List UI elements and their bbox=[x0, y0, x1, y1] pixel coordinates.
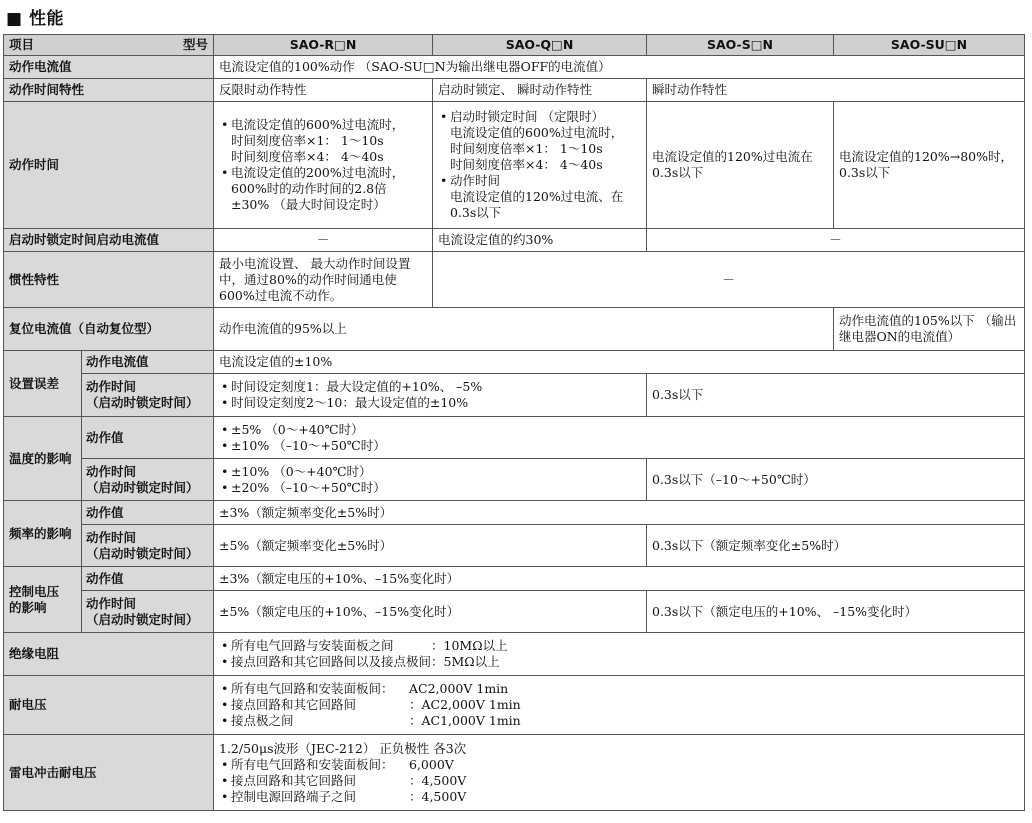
header-model: 型号 bbox=[182, 37, 208, 52]
cell-value bbox=[214, 633, 1025, 676]
row-voltage-2 bbox=[4, 591, 1025, 633]
cell-s: 0.3s以下（额定电压的+10%、 –15%变化时） bbox=[647, 591, 1025, 633]
row-label: 绝缘电阻 bbox=[4, 633, 214, 676]
sub-label: 动作电流值 bbox=[82, 351, 214, 374]
cell-value: ±3%（额定频率变化±5%时） bbox=[214, 501, 1025, 525]
row-label: 惯性特性 bbox=[4, 252, 214, 308]
cell-value bbox=[214, 417, 1025, 459]
cell-s: 0.3s以下 bbox=[647, 374, 1025, 417]
group-label: 设置误差 bbox=[4, 351, 82, 417]
sub-label: 动作值 bbox=[82, 567, 214, 591]
sub-label: 动作值 bbox=[82, 501, 214, 525]
cell-q bbox=[433, 102, 647, 229]
row-label: 动作时间特性 bbox=[4, 79, 214, 102]
group-label: 频率的影响 bbox=[4, 501, 82, 567]
row-inertia bbox=[4, 252, 1025, 308]
header-row bbox=[4, 35, 1025, 56]
cell-value: 电流设定值的100%动作 （SAO-SU□N为输出继电器OFF的电流值） bbox=[214, 56, 1025, 79]
cell-s: 0.3s以下（额定频率变化±5%时） bbox=[647, 525, 1025, 567]
sub-label: 动作时间 （启动时锁定时间） bbox=[82, 591, 214, 633]
cell-value bbox=[214, 676, 1025, 735]
header-col-q: SAO-Q□N bbox=[433, 35, 647, 56]
list-item: • 接点回路和其它回路间以及接点极间：5MΩ以上 bbox=[219, 654, 1019, 670]
cell-rest: － bbox=[433, 252, 1025, 308]
row-frequency-1 bbox=[4, 501, 1025, 525]
sub-label: 动作值 bbox=[82, 417, 214, 459]
list-item: • 所有电气回路与安装面板之间 ：10MΩ以上 bbox=[219, 638, 1019, 654]
cell-value bbox=[214, 459, 647, 501]
cell-value: 动作电流值的95%以上 bbox=[214, 308, 834, 351]
row-label: 启动时锁定时间启动电流值 bbox=[4, 229, 214, 252]
list-item: • 电流设定值的200%过电流时， 600%时的动作时间的2.8倍 ±30% （最大时间设定时） bbox=[219, 165, 427, 213]
list-item: • 启动时锁定时间 （定限时） 电流设定值的600%过电流时， 时间刻度倍率×1： 1～10s 时间刻度倍率×4： 4～40s bbox=[438, 109, 641, 173]
cell-value bbox=[214, 374, 647, 417]
header-col-su: SAO-SU□N bbox=[834, 35, 1025, 56]
cell-value: 电流设定值的±10% bbox=[214, 351, 1025, 374]
list-item: • ±20% （–10～+50℃时） bbox=[219, 480, 641, 496]
list-item: • ±5% （0～+40℃时） bbox=[219, 422, 1019, 438]
row-lock-current bbox=[4, 229, 1025, 252]
header-item: 项目 bbox=[9, 37, 35, 52]
row-lightning bbox=[4, 735, 1025, 811]
cell-r: 最小电流设置、 最大动作时间设置中，通过80%的动作时间通电使600%过电流不动作。 bbox=[214, 252, 433, 308]
sub-label: 动作时间 （启动时锁定时间） bbox=[82, 459, 214, 501]
list-item: • 接点回路和其它回路间 ：AC2,000V 1min bbox=[219, 697, 1019, 713]
list-item: • 接点极之间 ：AC1,000V 1min bbox=[219, 713, 1019, 729]
cell-su: 电流设定值的120%→80%时， 0.3s以下 bbox=[834, 102, 1025, 229]
row-label: 动作电流值 bbox=[4, 56, 214, 79]
row-label: 雷电冲击耐电压 bbox=[4, 735, 214, 811]
row-insulation bbox=[4, 633, 1025, 676]
list-item: • ±10% （0～+40℃时） bbox=[219, 464, 641, 480]
cell-su: 动作电流值的105%以下 （输出继电器ON的电流值） bbox=[834, 308, 1025, 351]
row-label: 耐电压 bbox=[4, 676, 214, 735]
cell-value: ±3%（额定电压的+10%、–15%变化时） bbox=[214, 567, 1025, 591]
cell-s: 瞬时动作特性 bbox=[647, 79, 1025, 102]
row-frequency-2 bbox=[4, 525, 1025, 567]
row-temperature-2 bbox=[4, 459, 1025, 501]
header-col-s: SAO-S□N bbox=[647, 35, 834, 56]
row-op-time-char bbox=[4, 79, 1025, 102]
row-reset bbox=[4, 308, 1025, 351]
cell-r: 反限时动作特性 bbox=[214, 79, 433, 102]
list-item: • 所有电气回路和安装面板间： 6,000V bbox=[219, 757, 1019, 773]
row-label: 复位电流值（自动复位型） bbox=[4, 308, 214, 351]
header-item-cell bbox=[4, 35, 214, 56]
group-label: 控制电压 的影响 bbox=[4, 567, 82, 633]
list-item: • 电流设定值的600%过电流时， 时间刻度倍率×1： 1～10s 时间刻度倍率×4： 4～40s bbox=[219, 117, 427, 165]
row-setting-error-2 bbox=[4, 374, 1025, 417]
row-withstand bbox=[4, 676, 1025, 735]
list-item: • ±10% （–10～+50℃时） bbox=[219, 438, 1019, 454]
list-item: • 动作时间 电流设定值的120%过电流、在0.3s以下 bbox=[438, 173, 641, 221]
list-item: • 控制电源回路端子之间 ：4,500V bbox=[219, 789, 1019, 805]
section-heading: ■ 性能 bbox=[6, 9, 64, 29]
list-item: • 接点回路和其它回路间 ：4,500V bbox=[219, 773, 1019, 789]
lightning-intro: 1.2/50μs波形（JEC-212） 正负极性 各3次 bbox=[219, 740, 467, 756]
sub-label: 动作时间 （启动时锁定时间） bbox=[82, 525, 214, 567]
row-op-time bbox=[4, 102, 1025, 229]
list-item: • 所有电气回路和安装面板间： AC2,000V 1min bbox=[219, 681, 1019, 697]
list-item: • 时间设定刻度2～10：最大设定值的±10% bbox=[219, 395, 641, 411]
cell-r bbox=[214, 102, 433, 229]
row-setting-error-1 bbox=[4, 351, 1025, 374]
row-op-current bbox=[4, 56, 1025, 79]
group-label: 温度的影响 bbox=[4, 417, 82, 501]
row-temperature-1 bbox=[4, 417, 1025, 459]
cell-s: 0.3s以下（–10～+50℃时） bbox=[647, 459, 1025, 501]
cell-value: ±5%（额定电压的+10%、–15%变化时） bbox=[214, 591, 647, 633]
row-voltage-1 bbox=[4, 567, 1025, 591]
cell-q: 电流设定值的约30% bbox=[433, 229, 647, 252]
cell-value bbox=[214, 735, 1025, 811]
performance-table bbox=[3, 34, 1025, 811]
cell-q: 启动时锁定、 瞬时动作特性 bbox=[433, 79, 647, 102]
cell-s: 电流设定值的120%过电流在0.3s以下 bbox=[647, 102, 834, 229]
header-col-r: SAO-R□N bbox=[214, 35, 433, 56]
sub-label: 动作时间 （启动时锁定时间） bbox=[82, 374, 214, 417]
list-item: • 时间设定刻度1：最大设定值的+10%、 –5% bbox=[219, 379, 641, 395]
row-label: 动作时间 bbox=[4, 102, 214, 229]
cell-rest: － bbox=[647, 229, 1025, 252]
cell-r: － bbox=[214, 229, 433, 252]
cell-value: ±5%（额定频率变化±5%时） bbox=[214, 525, 647, 567]
